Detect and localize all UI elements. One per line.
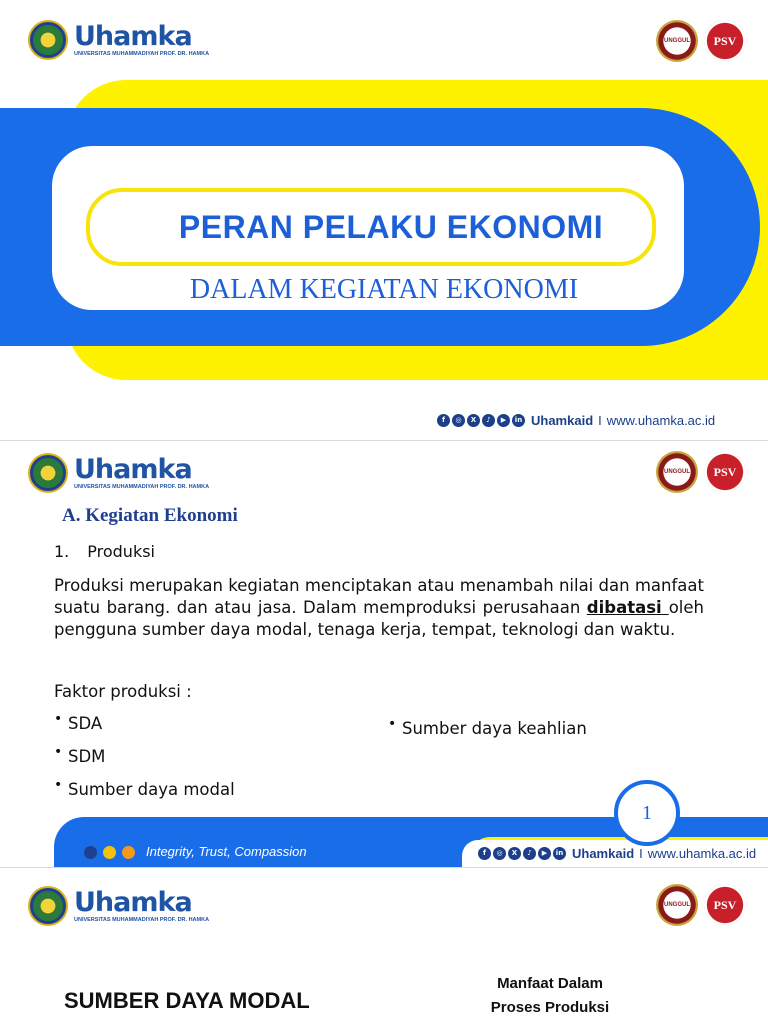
side-heading: Manfaat Dalam Proses Produksi (490, 975, 610, 1016)
list-item: • Sumber daya modal (54, 780, 235, 813)
logo-wordmark: Uhamka (74, 20, 192, 52)
social-handle: Uhamkaid (531, 413, 594, 428)
social-handle: Uhamkaid (572, 846, 635, 861)
tiktok-icon[interactable]: ♪ (523, 847, 536, 860)
separator: I (598, 413, 602, 428)
accreditation-badge-icon: UNGGUL (656, 451, 698, 493)
slide-subtitle: DALAM KEGIATAN EKONOMI (189, 274, 579, 305)
emphasis-text: dibatasi (586, 598, 669, 617)
social-bar (437, 413, 715, 428)
slide-title: PERAN PELAKU EKONOMI (178, 208, 604, 245)
logo-wordmark: Uhamka (74, 453, 192, 485)
logo-wordmark: Uhamka (74, 886, 192, 918)
page-number: 1 (614, 780, 680, 846)
accreditation-badge-icon: UNGGUL (656, 884, 698, 926)
tiktok-icon[interactable]: ♪ (482, 414, 495, 427)
instagram-icon[interactable]: ◎ (493, 847, 506, 860)
dot-icon (84, 846, 97, 859)
university-seal-icon (28, 453, 68, 493)
item-number: 1. (54, 542, 70, 561)
accreditation-badges (656, 451, 746, 493)
accreditation-badges (656, 884, 746, 926)
factors-list-right (388, 719, 587, 752)
logo-subtitle: UNIVERSITAS MUHAMMADIYAH PROF. DR. HAMKA (74, 916, 210, 923)
item-heading (54, 542, 155, 561)
social-bar (478, 846, 756, 861)
website-link[interactable]: www.uhamka.ac.id (606, 413, 716, 428)
university-seal-icon (28, 886, 68, 926)
youtube-icon[interactable]: ▶ (538, 847, 551, 860)
motto-dots (84, 846, 135, 859)
uhamka-logo (28, 453, 209, 493)
instagram-icon[interactable]: ◎ (452, 414, 465, 427)
website-link[interactable]: www.uhamka.ac.id (647, 846, 757, 861)
psv-badge-icon: PSV (704, 451, 746, 493)
separator: I (639, 846, 643, 861)
accreditation-badges (656, 20, 746, 62)
content-slide-1 (0, 441, 768, 867)
title-frame (86, 188, 656, 266)
list-item: • Sumber daya keahlian (388, 719, 587, 752)
list-item: • SDM (54, 747, 235, 780)
facebook-icon[interactable]: f (478, 847, 491, 860)
university-seal-icon (28, 20, 68, 60)
title-slide (0, 0, 768, 440)
linkedin-icon[interactable]: in (553, 847, 566, 860)
accreditation-badge-icon: UNGGUL (656, 20, 698, 62)
slide-title: SUMBER DAYA MODAL (64, 988, 310, 1013)
body-paragraph: Produksi merupakan kegiatan menciptakan atau menambah nilai dan manfaat suatu barang. dan atau jasa. Dalam memproduksi perusahaan dibatasi oleh pengguna sumber daya modal, tenaga kerja, tempat, teknologi dan waktu. (54, 576, 704, 639)
motto-text: Integrity, Trust, Compassion (146, 844, 307, 859)
linkedin-icon[interactable]: in (512, 414, 525, 427)
uhamka-logo (28, 20, 209, 60)
uhamka-logo (28, 886, 209, 926)
content-slide-2 (0, 868, 768, 1024)
dot-icon (122, 846, 135, 859)
facebook-icon[interactable]: f (437, 414, 450, 427)
logo-subtitle: UNIVERSITAS MUHAMMADIYAH PROF. DR. HAMKA (74, 50, 210, 57)
logo-subtitle: UNIVERSITAS MUHAMMADIYAH PROF. DR. HAMKA (74, 483, 210, 490)
psv-badge-icon: PSV (704, 20, 746, 62)
psv-badge-icon: PSV (704, 884, 746, 926)
section-heading: A. Kegiatan Ekonomi (62, 505, 238, 526)
dot-icon (103, 846, 116, 859)
youtube-icon[interactable]: ▶ (497, 414, 510, 427)
x-icon[interactable]: X (467, 414, 480, 427)
x-icon[interactable]: X (508, 847, 521, 860)
factors-list-left (54, 714, 235, 813)
factors-label: Faktor produksi : (54, 682, 192, 701)
list-item: • SDA (54, 714, 235, 747)
item-title: Produksi (87, 542, 155, 561)
